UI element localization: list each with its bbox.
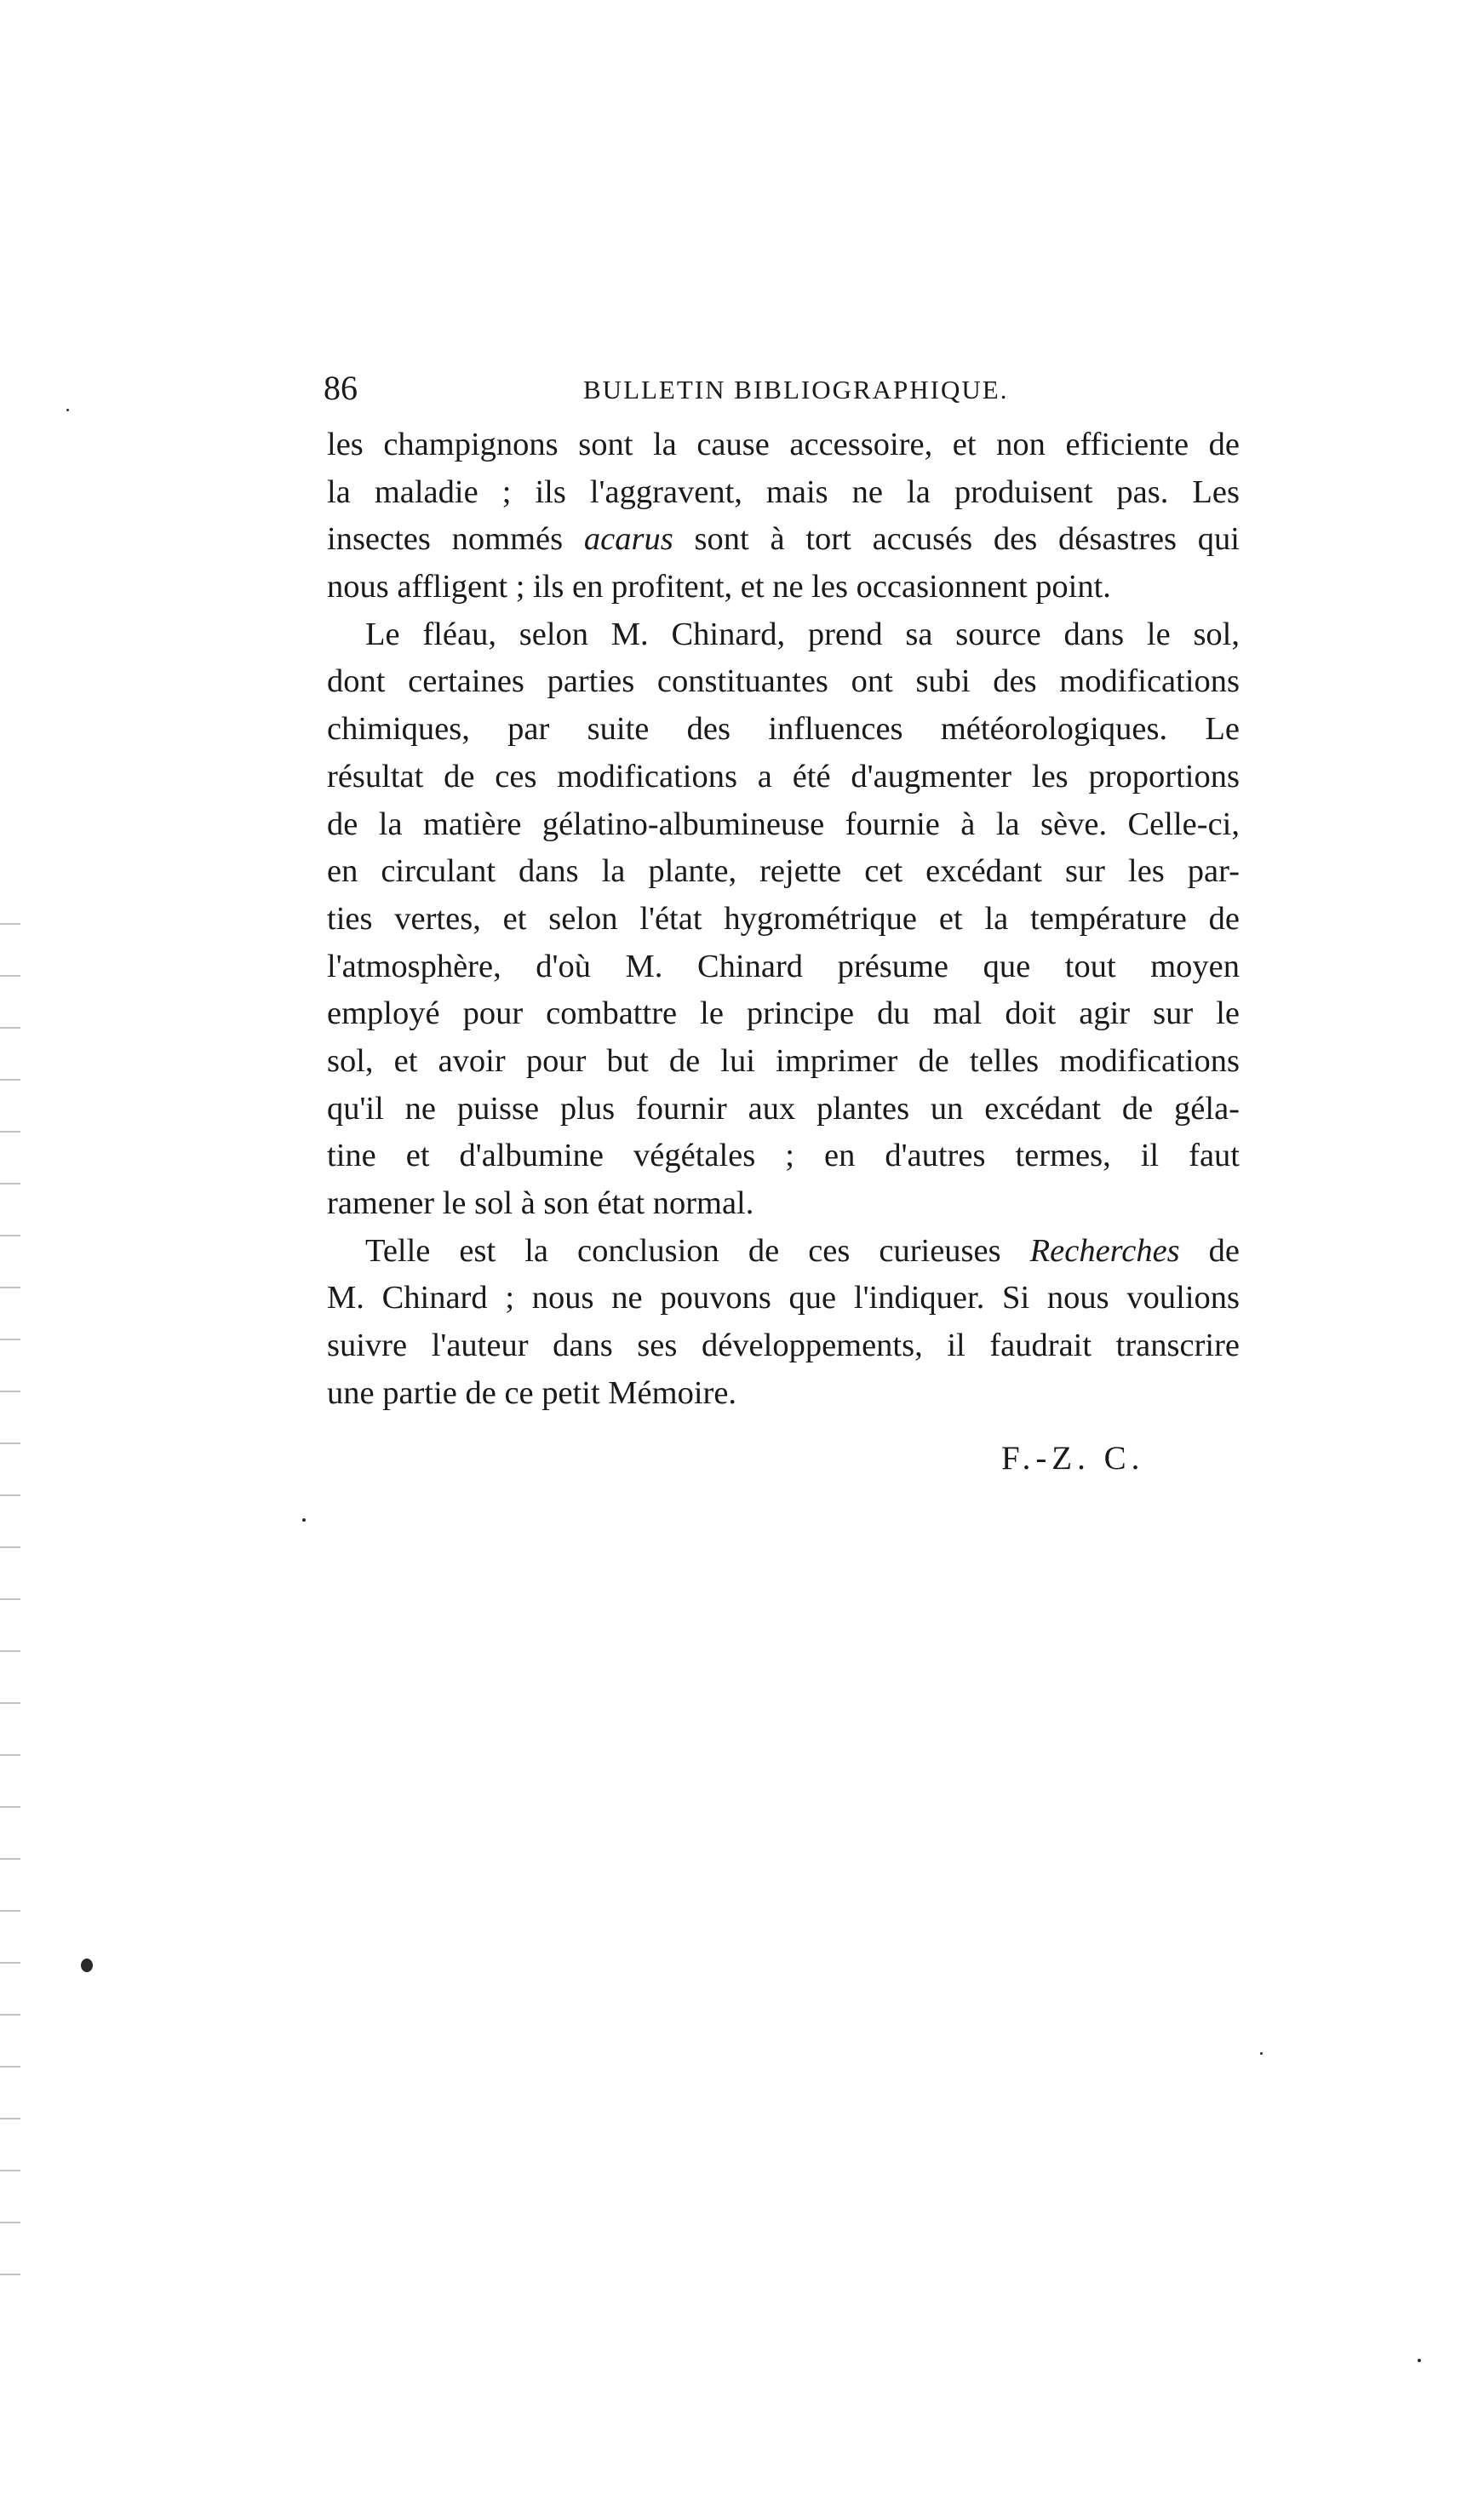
ink-speck — [66, 409, 69, 411]
ink-speck — [81, 1959, 93, 1972]
author-signature: F.-Z. C. — [1001, 1440, 1145, 1477]
text-line: ties vertes, et selon l'état hygrométrique et la température de — [327, 900, 1240, 937]
page-number: 86 — [324, 369, 358, 407]
running-title: BULLETIN BIBLIOGRAPHIQUE. — [583, 375, 1009, 404]
paragraph — [327, 611, 1240, 1228]
text-line: qu'il ne puisse plus fournir aux plantes un excédant de géla- — [327, 1090, 1240, 1127]
running-head — [324, 364, 1243, 412]
text-line: employé pour combattre le principe du mal doit agir sur le — [327, 995, 1240, 1032]
italic-term: Recherches — [1029, 1232, 1180, 1269]
text-line: suivre l'auteur dans ses développements, il faudrait transcrire — [327, 1328, 1240, 1364]
text-line: ramener le sol à son état normal. — [327, 1185, 754, 1221]
paragraph — [327, 1228, 1240, 1418]
text-line: sol, et avoir pour but de lui imprimer de telles modifications — [327, 1042, 1240, 1079]
italic-term: acarus — [583, 521, 673, 558]
ink-speck — [1260, 2052, 1263, 2055]
text-line: résultat de ces modifications a été d'augmenter les proportions — [327, 758, 1240, 794]
ink-speck — [1418, 2359, 1421, 2362]
text-line: Le fléau, selon M. Chinard, prend sa source dans le sol, — [365, 616, 1240, 652]
text-line: dont certaines parties constituantes ont subi des modifications — [327, 663, 1240, 700]
text-line: la maladie ; ils l'aggravent, mais ne la produisent pas. Les — [327, 473, 1240, 510]
paragraph — [327, 422, 1240, 611]
text-line: tine et d'albumine végétales ; en d'autres termes, il faut — [327, 1138, 1240, 1174]
text-line: Telle est la conclusion de ces curieuses Recherches de — [365, 1232, 1240, 1269]
scan-edge-noise — [0, 894, 20, 2325]
text-line: l'atmosphère, d'où M. Chinard présume que tout moyen — [327, 948, 1240, 984]
text-line: nous affligent ; ils en profitent, et ne les occasionnent point. — [327, 569, 1111, 605]
text-line: insectes nommés acarus sont à tort accusés des désastres qui — [327, 521, 1240, 558]
text-line: de la matière gélatino-albumineuse fournie à la sève. Celle-ci, — [327, 806, 1240, 842]
text-line: les champignons sont la cause accessoire, et non efficiente de — [327, 427, 1240, 462]
body-text — [327, 422, 1240, 1417]
text-line: une partie de ce petit Mémoire. — [327, 1374, 737, 1411]
ink-speck — [302, 1518, 306, 1522]
text-line: M. Chinard ; nous ne pouvons que l'indiquer. Si nous voulions — [327, 1280, 1240, 1316]
text-line: chimiques, par suite des influences météorologiques. Le — [327, 711, 1240, 748]
text-line: en circulant dans la plante, rejette cet excédant sur les par- — [327, 853, 1240, 890]
